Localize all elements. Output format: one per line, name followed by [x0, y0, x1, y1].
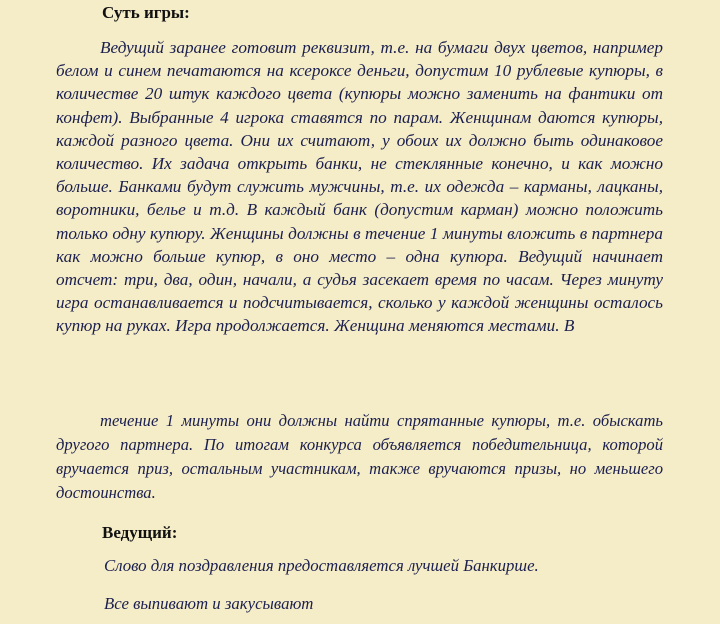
host-line-drink: Все выпивают и закусывают — [104, 594, 314, 613]
heading-host: Ведущий: — [102, 523, 178, 542]
host-line-toast: Слово для поздравления предоставляется лучшей Банкирше. — [104, 556, 539, 575]
heading-game-essence: Суть игры: — [102, 3, 190, 22]
game-description-paragraph: Ведущий заранее готовит реквизит, т.е. на бумаги двух цветов, например белом и синем печатаются на ксероксе деньги, допустим 10 рублевые купюры, в количестве 20 штук каждого цвета (купюры можно заменить на фантики от конфет). Выбранные 4 игрока ставятся по парам. Женщинам даются купюры, каждой разного цвета. Они их считают, у обоих их должно быть одинаковое количество. Их задача открыть банки, не стеклянные конечно, и как можно больше. Банками будут служить мужчины, т.е. их одежда – карманы, лацканы, воротники, белье и т.д. В каждый банк (допустим карман) можно положить только одну купюру. Женщины должны в течение 1 минуты вложить в партнера как можно больше купюр, в оно место – одна купюра. Ведущий начинает отсчет: три, два, один, начали, а судья засекает время по часам. Через минуту игра останавливается и подсчитывается, сколько у каждой женщины осталось купюр на руках. Игра продолжается. Женщина меняются местами. В — [56, 38, 663, 336]
game-description-continuation: течение 1 минуты они должны найти спрятанные купюры, т.е. обыскать другого партнера. По итогам конкурса объявляется победительница, которой вручается приз, остальным участникам, также вручаются призы, но меньшего достоинства. — [56, 411, 663, 502]
